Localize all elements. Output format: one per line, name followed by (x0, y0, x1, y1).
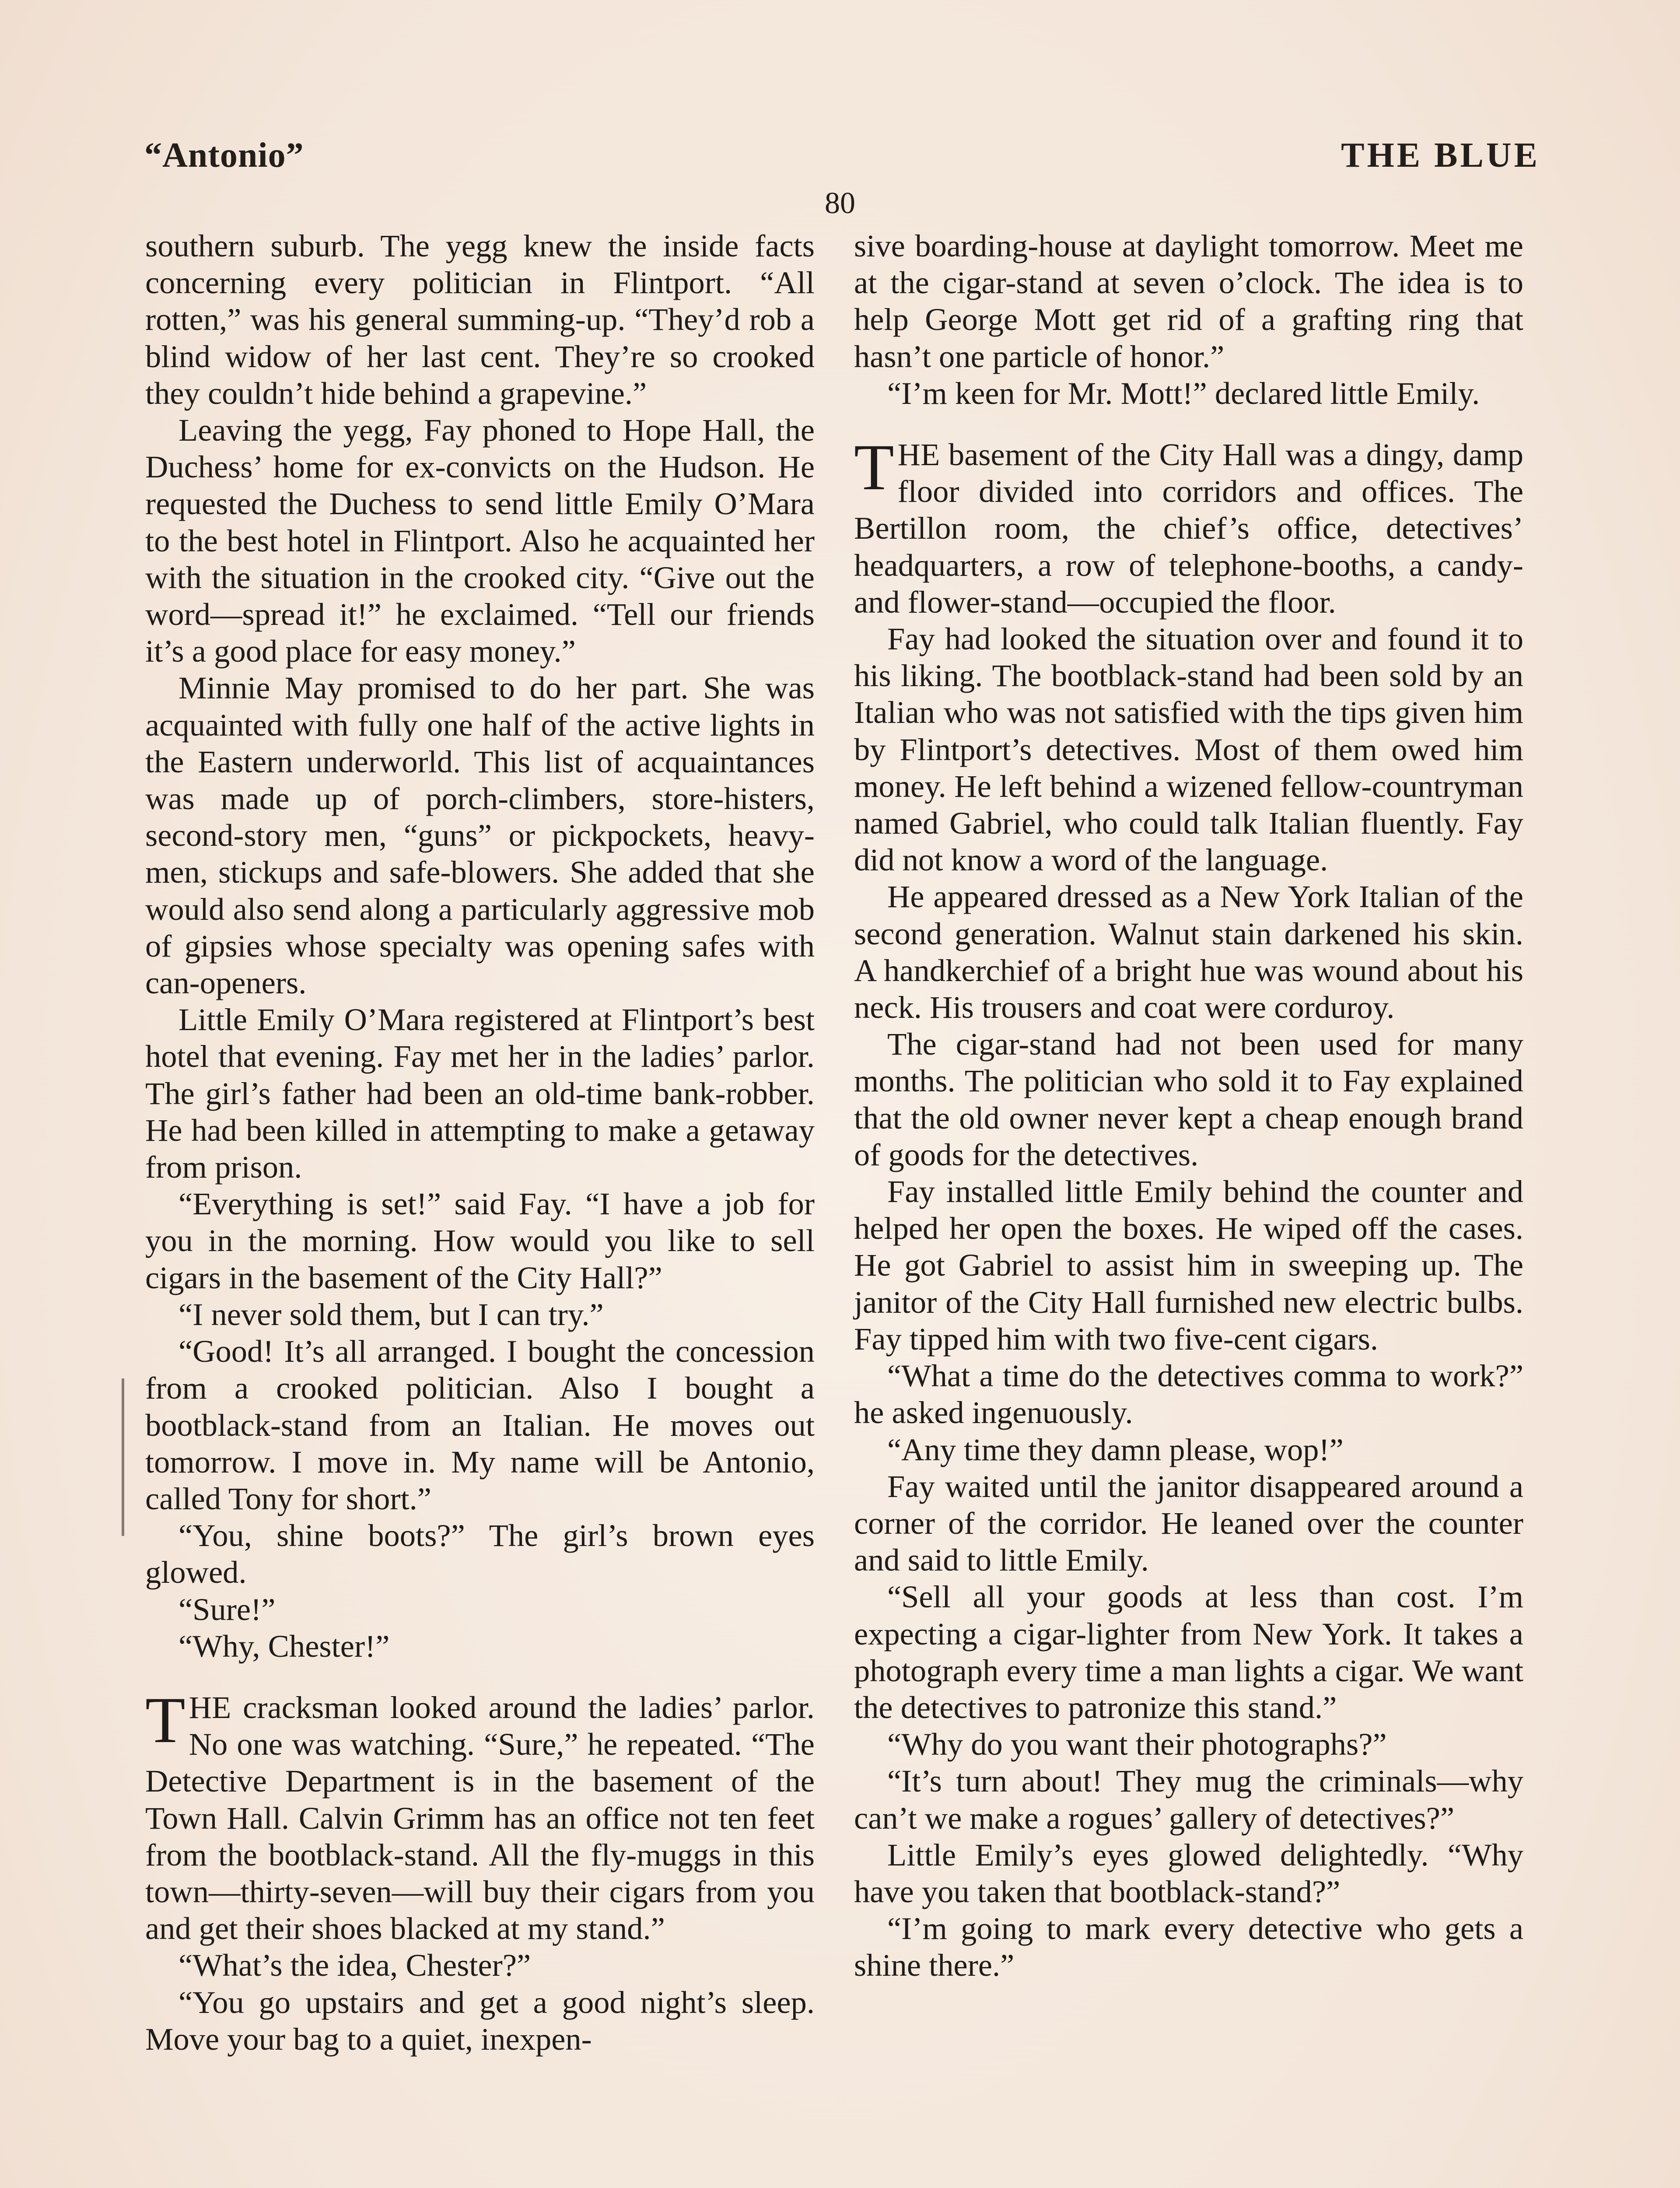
paragraph: “You, shine boots?” The girl’s brown eyes glowed. (145, 1518, 815, 1590)
paragraph: The cigar-stand had not been used for many months. The politician who sold it to Fay explained that the old owner never kept a cheap enough brand of goods for the detectives. (854, 1026, 1523, 1172)
paragraph: “I’m keen for Mr. Mott!” declared little Emily. (887, 375, 1480, 411)
running-header (144, 136, 1540, 184)
story-title: “Antonio” (144, 136, 304, 175)
paragraph: “You go upstairs and get a good night’s sleep. Move your bag to a quiet, inexpen- (145, 1984, 815, 2057)
paragraph: Leaving the yegg, Fay phoned to Hope Hall, the Duchess’ home for ex-convicts on the Hudson. He requested the Duchess to send little Emily O’Mara to the best hotel in Flintport. Also he acquainted her with the situation in the crooked city. “Give out the word—spread it!” he exclaimed. “Tell our friends it’s a good place for easy money.” (145, 412, 815, 669)
left-column (145, 228, 815, 2058)
paragraph: southern suburb. The yegg knew the inside facts concerning every politician in Flintport. “All rotten,” was his general summing-up. “They’d rob a blind widow of her last cent. They’re so crooked they couldn’t hide behind a grapevine.” (145, 228, 815, 411)
paragraph: “What a time do the detectives comma to work?” he asked ingenuously. (854, 1358, 1523, 1431)
paragraph: “I never sold them, but I can try.” (178, 1296, 604, 1332)
margin-pencil-mark (122, 1378, 124, 1536)
paragraph: “It’s turn about! They mug the criminals—why can’t we make a rogues’ gallery of detectives?” (854, 1763, 1523, 1836)
magazine-title: THE BLUE (1341, 136, 1540, 175)
paragraph: “Everything is set!” said Fay. “I have a job for you in the morning. How would you like to sell cigars in the basement of the City Hall?” (145, 1186, 815, 1295)
paragraph: “Sure!” (178, 1591, 276, 1627)
paragraph: THE basement of the City Hall was a dingy, damp floor divided into corridors and offices. The Bertillon room, the chief’s office, detectives’ headquarters, a row of telephone-booths, a candy- and flower-stand—occupied the floor. (854, 431, 1523, 620)
paragraph: “What’s the idea, Chester?” (178, 1947, 531, 1983)
paragraph: He appeared dressed as a New York Italian of the second generation. Walnut stain darkened his skin. A handkerchief of a bright hue was wound about his neck. His trousers and coat were corduroy. (854, 879, 1523, 1025)
paragraph: “I’m going to mark every detective who gets a shine there.” (854, 1911, 1523, 1983)
paragraph: Fay waited until the janitor disappeared around a corner of the corridor. He leaned over the counter and said to little Emily. (854, 1468, 1523, 1578)
paragraph: “Any time they damn please, wop!” (887, 1431, 1344, 1467)
paragraph: THE cracksman looked around the ladies’ parlor. No one was watching. “Sure,” he repeated. “The Detective Department is in the basement of the Town Hall. Calvin Grimm has an office not ten feet from the bootblack-stand. All the fly-muggs in this town—thirty-seven—will buy their cigars from you and get their shoes blacked at my stand.” (145, 1683, 815, 1946)
paragraph: Little Emily O’Mara registered at Flintport’s best hotel that evening. Fay met her in the ladies’ parlor. The girl’s father had been an old-time bank-robber. He had been killed in attempting to make a getaway from prison. (145, 1002, 815, 1185)
paragraph: Fay installed little Emily behind the counter and helped her open the boxes. He wiped off the cases. He got Gabriel to assist him in sweeping up. The janitor of the City Hall furnished new electric bulbs. Fay tipped him with two five-cent cigars. (854, 1174, 1523, 1357)
paragraph: Minnie May promised to do her part. She was acquainted with fully one half of the active lights in the Eastern underworld. This list of acquaintances was made up of porch-climbers, store-histers, second-story men, “guns” or pickpockets, heavy-men, stickups and safe-blowers. She added that she would also send along a particularly aggressive mob of gipsies whose specialty was opening safes with can-openers. (145, 670, 815, 1001)
paragraph: “Why, Chester!” (178, 1628, 390, 1664)
right-column (854, 228, 1523, 1984)
paragraph: “Why do you want their photographs?” (887, 1726, 1387, 1762)
paragraph: Little Emily’s eyes glowed delightedly. “Why have you taken that bootblack-stand?” (854, 1837, 1523, 1909)
paragraph: “Sell all your goods at less than cost. I’m expecting a cigar-lighter from New York. It takes a photograph every time a man lights a cigar. We want the detectives to patronize this stand.” (854, 1579, 1523, 1725)
paragraph: sive boarding-house at daylight tomorrow. Meet me at the cigar-stand at seven o’clock. The idea is to help George Mott get rid of a grafting ring that hasn’t one particle of honor.” (854, 228, 1523, 374)
paragraph: Fay had looked the situation over and found it to his liking. The bootblack-stand had been sold by an Italian who was not satisfied with the tips given him by Flintport’s detectives. Most of them owed him money. He left behind a wizened fellow-countryman named Gabriel, who could talk Italian fluently. Fay did not know a word of the language. (854, 621, 1523, 878)
paragraph: “Good! It’s all arranged. I bought the concession from a crooked politician. Also I bought a bootblack-stand from an Italian. He moves out tomorrow. I move in. My name will be Antonio, called Tony for short.” (145, 1333, 815, 1516)
page-number: 80 (825, 186, 855, 220)
